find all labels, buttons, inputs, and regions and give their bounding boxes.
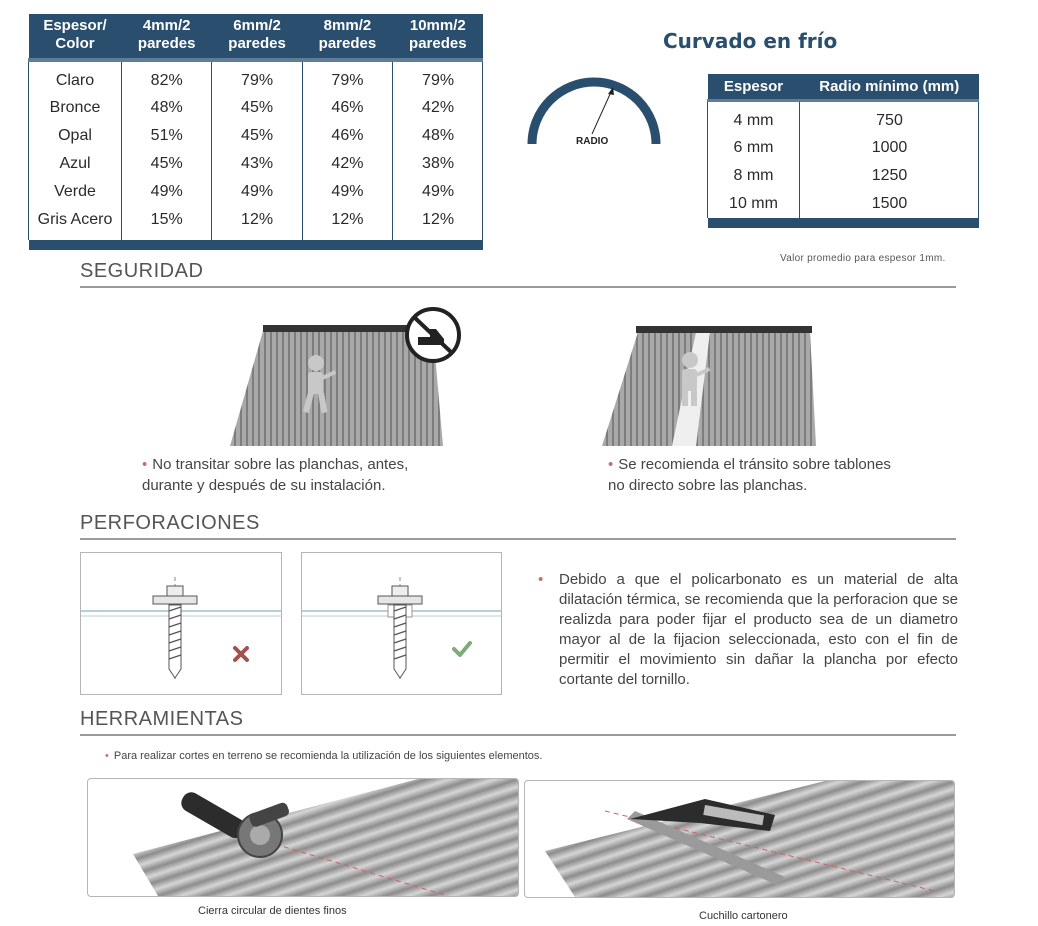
bend-radius-diagram	[520, 72, 670, 152]
radius-arrow-line	[592, 92, 611, 134]
cell: 46%	[302, 94, 392, 122]
screw-diagram-correct	[302, 553, 501, 694]
header-10mm: 10mm/2 paredes	[393, 14, 483, 60]
cell: 1000	[800, 134, 980, 162]
table-row	[708, 100, 980, 134]
walk-on-boards-illustration	[600, 322, 820, 450]
herramientas-title: HERRAMIENTAS	[80, 708, 244, 730]
circular-saw-illustration	[88, 779, 518, 896]
cell: 48%	[122, 94, 212, 122]
cell: Azul	[29, 150, 122, 178]
cell: 45%	[212, 94, 302, 122]
cell: 51%	[122, 122, 212, 150]
utility-knife-illustration	[525, 781, 954, 897]
table-bottom-bar	[29, 240, 484, 250]
cell: 45%	[122, 150, 212, 178]
screw-head	[167, 586, 183, 596]
cell: 10 mm	[708, 190, 800, 218]
cell: 15%	[122, 206, 212, 240]
cell: Claro	[29, 60, 122, 94]
roof-edge	[636, 326, 812, 333]
corrugated-sheet	[545, 781, 954, 897]
herramientas-divider	[80, 734, 956, 736]
check-icon	[454, 643, 470, 655]
caption-circular-saw: Cierra circular de dientes finos	[198, 905, 347, 917]
cell: 38%	[393, 150, 483, 178]
screw-washer	[153, 596, 197, 604]
cell: Verde	[29, 178, 122, 206]
table-row	[29, 60, 484, 94]
roof-sheet	[602, 332, 816, 446]
cell: 4 mm	[708, 100, 800, 134]
table-row	[708, 190, 980, 218]
cell: 49%	[122, 178, 212, 206]
no-walk-illustration	[228, 305, 468, 450]
header-4mm: 4mm/2 paredes	[122, 14, 212, 60]
header-8mm: 8mm/2 paredes	[302, 14, 392, 60]
cell: Opal	[29, 122, 122, 150]
cell: 43%	[212, 150, 302, 178]
cell: 12%	[212, 206, 302, 240]
header-espesor-color: Espesor/ Color	[29, 14, 122, 60]
cell: 79%	[302, 60, 392, 94]
bullet-icon: •	[608, 456, 614, 473]
incorrect-drilling-panel	[80, 552, 282, 695]
seguridad-item-2-text: Se recomienda el tránsito sobre tablones no directo sobre las planchas.	[608, 456, 891, 494]
bullet-icon: •	[142, 456, 148, 473]
cell: 82%	[122, 60, 212, 94]
perforaciones-text	[540, 570, 958, 690]
cell: 49%	[302, 178, 392, 206]
curvado-note: Valor promedio para espesor 1mm.	[780, 253, 946, 264]
cell: 42%	[302, 150, 392, 178]
bullet-icon: •	[538, 571, 544, 588]
seguridad-item-1-text: No transitar sobre las planchas, antes, durante y después de su instalación.	[142, 456, 409, 494]
header-espesor: Espesor	[708, 74, 800, 100]
cell: 1250	[800, 162, 980, 190]
cell: 42%	[393, 94, 483, 122]
radio-label: RADIO	[576, 136, 609, 147]
screw-washer	[378, 596, 422, 604]
cell: 6 mm	[708, 134, 800, 162]
radius-table	[707, 74, 979, 228]
perforaciones-divider	[80, 538, 956, 540]
table-row	[708, 134, 980, 162]
curvado-title: Curvado en frío	[663, 29, 838, 53]
caption-utility-knife: Cuchillo cartonero	[699, 910, 788, 922]
circular-saw-panel	[87, 778, 519, 897]
table-row	[708, 162, 980, 190]
utility-knife-panel	[524, 780, 955, 898]
screw-diagram-incorrect	[81, 553, 281, 694]
cell: 49%	[393, 178, 483, 206]
header-radio-minimo: Radio mínimo (mm)	[800, 74, 980, 100]
cell: 79%	[212, 60, 302, 94]
cell: 12%	[393, 206, 483, 240]
perforaciones-title: PERFORACIONES	[80, 512, 260, 534]
perforaciones-paragraph: Debido a que el policarbonato es un material de alta dilatación térmica, se recomienda que la perforacion que se realizda para poder fijar el producto sea de un diametro mayor al de la fijacion seleccionada, esto con el fin de permitir el movimiento sin dañar la plancha por efecto cortante del tornillo.	[559, 571, 958, 688]
cell: 12%	[302, 206, 392, 240]
cell: 8 mm	[708, 162, 800, 190]
cell: 49%	[212, 178, 302, 206]
cell: 79%	[393, 60, 483, 94]
seguridad-item-1	[142, 454, 408, 496]
cross-icon	[235, 648, 247, 660]
cell: 45%	[212, 122, 302, 150]
table-row	[29, 122, 484, 150]
seguridad-item-2	[608, 454, 891, 496]
correct-drilling-panel	[301, 552, 502, 695]
cell: 48%	[393, 122, 483, 150]
cell: 1500	[800, 190, 980, 218]
seguridad-divider	[80, 286, 956, 288]
bullet-icon: •	[105, 750, 109, 762]
screw-head	[392, 586, 408, 596]
cell: 750	[800, 100, 980, 134]
table-row	[29, 206, 484, 240]
table-row	[29, 94, 484, 122]
herramientas-intro-text: Para realizar cortes en terreno se recomienda la utilización de los siguientes elementos.	[113, 750, 543, 762]
cell: 46%	[302, 122, 392, 150]
table-row	[29, 150, 484, 178]
arc-shape	[532, 82, 656, 144]
table-bottom-bar	[708, 218, 980, 228]
header-6mm: 6mm/2 paredes	[212, 14, 302, 60]
herramientas-intro	[105, 750, 542, 762]
cell: Gris Acero	[29, 206, 122, 240]
transmission-table	[28, 14, 483, 250]
cell: Bronce	[29, 94, 122, 122]
seguridad-title: SEGURIDAD	[80, 260, 204, 282]
table-row	[29, 178, 484, 206]
